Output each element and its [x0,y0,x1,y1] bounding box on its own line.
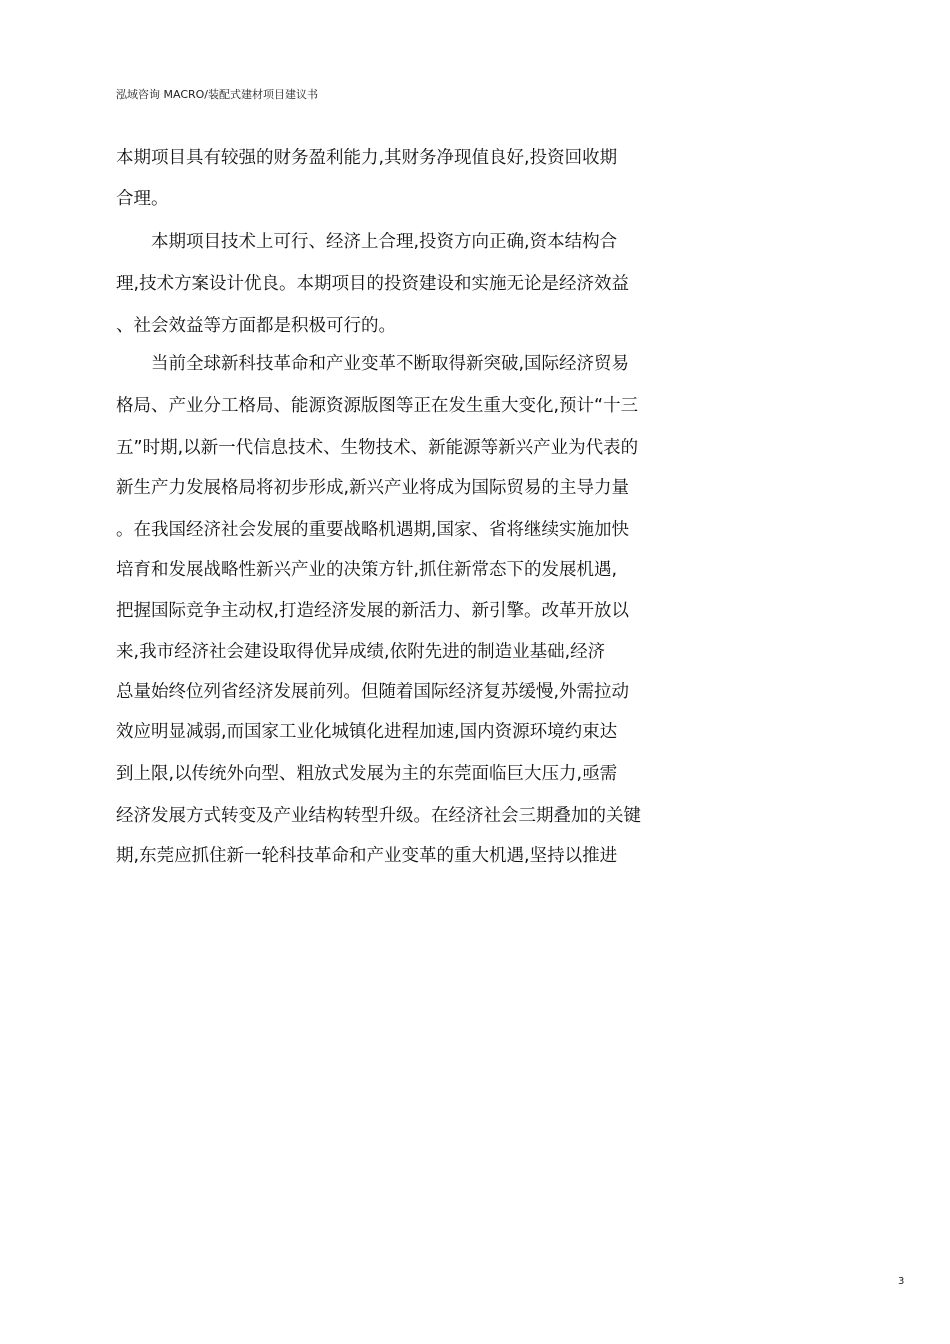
body-line: 经济发展方式转变及产业结构转型升级。在经济社会三期叠加的关键 [116,806,641,826]
body-line: 到上限,以传统外向型、粗放式发展为主的东莞面临巨大压力,亟需 [116,764,618,784]
body-line: 本期项目技术上可行、经济上合理,投资方向正确,资本结构合 [116,232,618,252]
page-number: 3 [898,1276,905,1287]
body-line: 新生产力发展格局将初步形成,新兴产业将成为国际贸易的主导力量 [116,478,630,498]
body-line: 、社会效益等方面都是积极可行的。 [116,316,396,336]
body-line: 总量始终位列省经济发展前列。但随着国际经济复苏缓慢,外需拉动 [116,682,630,702]
body-line: 合理。 [116,189,169,209]
body-line: 培育和发展战略性新兴产业的决策方针,抓住新常态下的发展机遇, [116,560,618,580]
page-header: 泓域咨询 MACRO/装配式建材项目建议书 [116,88,319,101]
body-line: 格局、产业分工格局、能源资源版图等正在发生重大变化,预计“十三 [116,396,639,416]
body-line: 理,技术方案设计优良。本期项目的投资建设和实施无论是经济效益 [116,274,630,294]
body-line: 把握国际竞争主动权,打造经济发展的新活力、新引擎。改革开放以 [116,601,630,621]
body-line: 本期项目具有较强的财务盈利能力,其财务净现值良好,投资回收期 [116,148,618,168]
body-line: 来,我市经济社会建设取得优异成绩,依附先进的制造业基础,经济 [116,642,606,662]
body-line: 当前全球新科技革命和产业变革不断取得新突破,国际经济贸易 [116,354,630,374]
body-line: 五”时期,以新一代信息技术、生物技术、新能源等新兴产业为代表的 [116,438,639,458]
body-line: 。在我国经济社会发展的重要战略机遇期,国家、省将继续实施加快 [116,520,630,540]
body-line: 期,东莞应抓住新一轮科技革命和产业变革的重大机遇,坚持以推进 [116,846,618,866]
body-line: 效应明显减弱,而国家工业化城镇化进程加速,国内资源环境约束达 [116,722,618,742]
